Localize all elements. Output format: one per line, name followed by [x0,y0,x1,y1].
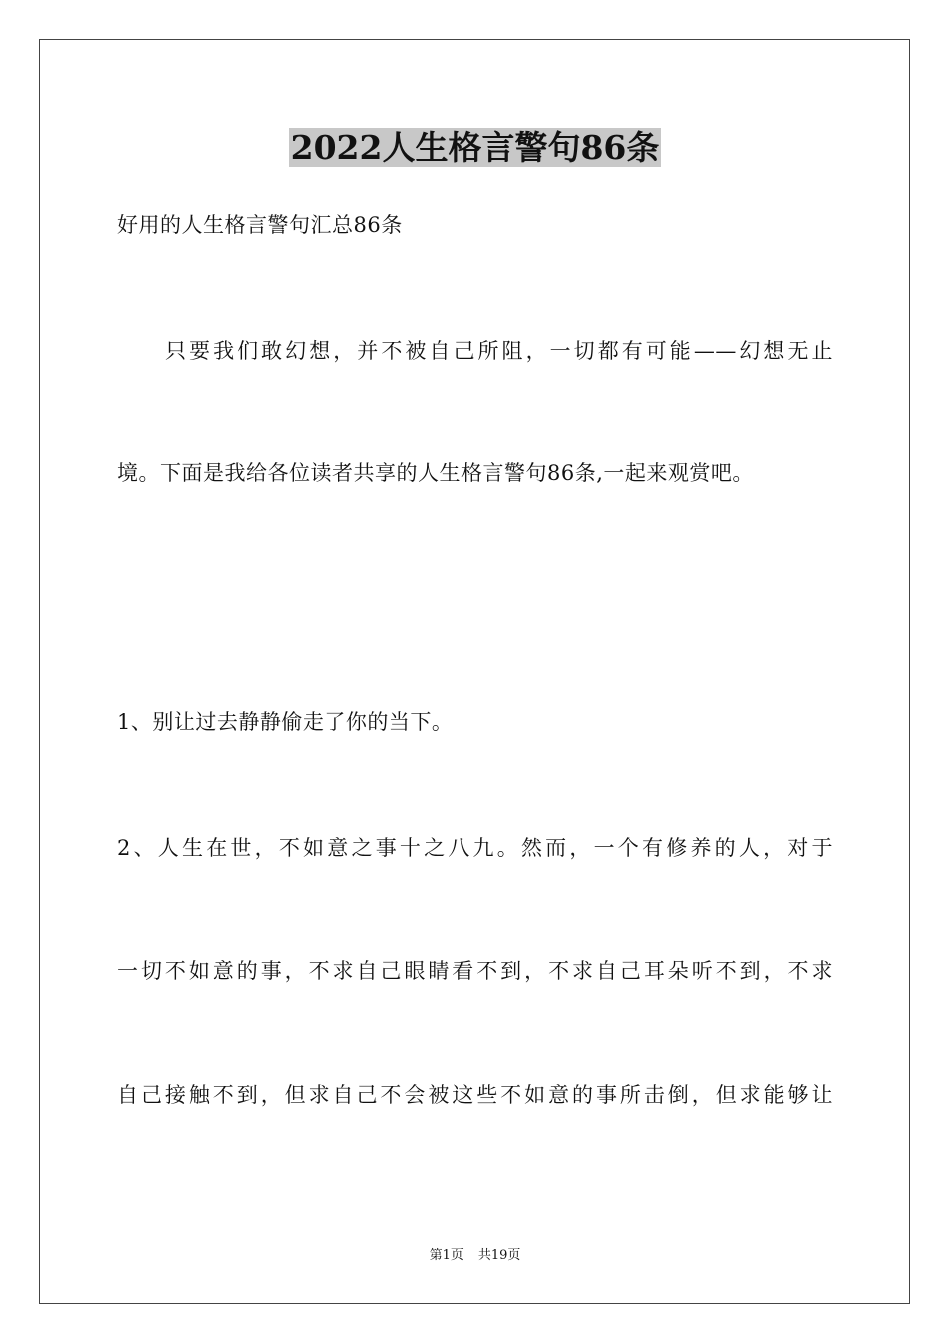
list-item-1: 1、别让过去静静偷走了你的当下。 [117,710,454,734]
list-item-2-line-2: 一切不如意的事，不求自己眼睛看不到，不求自己耳朵听不到，不求 [117,959,833,983]
list-item-2-line-1: 2、人生在世，不如意之事十之八九。然而，一个有修养的人，对于 [117,836,833,860]
page-total: 共19页 [477,1248,521,1263]
page-footer [0,1246,950,1266]
intro-line-2: 境。下面是我给各位读者共享的人生格言警句86条,一起来观赏吧。 [117,461,754,485]
intro-line-1: 只要我们敢幻想，并不被自己所阻，一切都有可能——幻想无止 [165,339,833,363]
document-title-text: 2022人生格言警句86条 [290,128,660,167]
document-subtitle: 好用的人生格言警句汇总86条 [117,213,403,237]
page-number: 第1页 [429,1248,464,1263]
list-item-2-line-3: 自己接触不到，但求自己不会被这些不如意的事所击倒，但求能够让 [117,1083,833,1107]
document-title [0,126,950,170]
